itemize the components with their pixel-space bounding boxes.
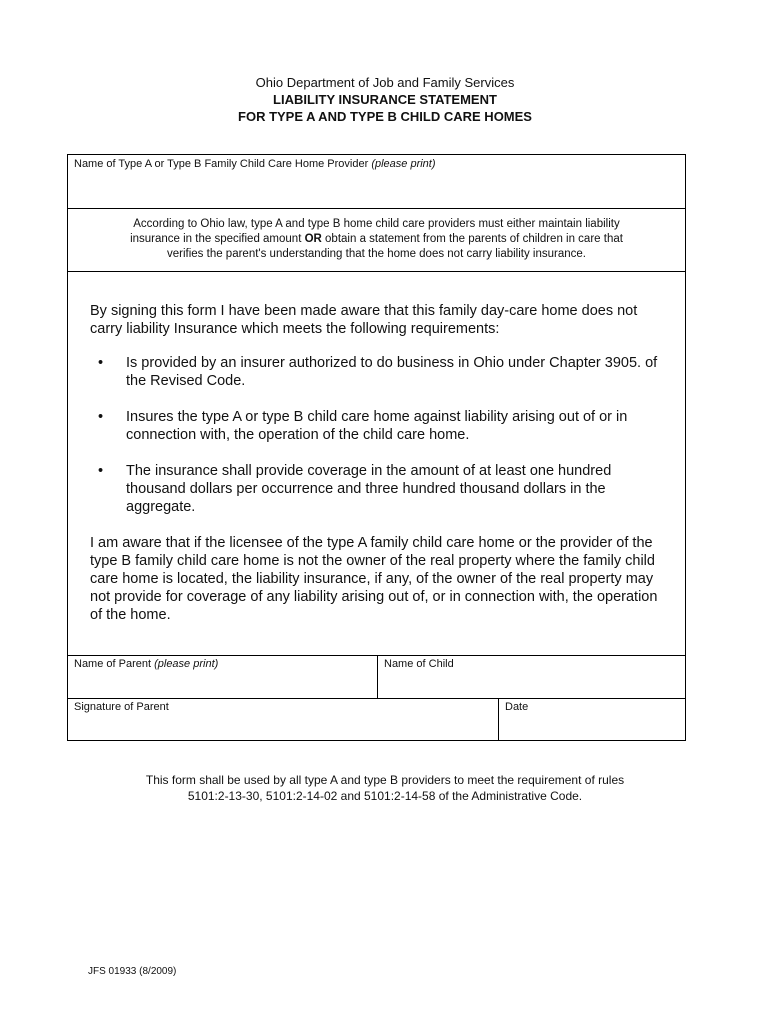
requirement-item: • The insurance shall provide coverage in the amount of at least one hundred thousand dollars per occurrence and three hundred thousand dollars in the aggregate. bbox=[98, 463, 612, 515]
legal-notice bbox=[68, 217, 685, 262]
child-name-label: Name of Child bbox=[384, 658, 454, 670]
child-name-field[interactable] bbox=[378, 655, 686, 698]
parent-name-field[interactable] bbox=[68, 655, 377, 698]
divider bbox=[68, 208, 685, 209]
parent-name-hint: (please print) bbox=[154, 658, 219, 670]
usage-note-line-1: This form shall be used by all type A and type B providers to meet the requirement of rules bbox=[145, 773, 625, 787]
bullet-icon: • bbox=[98, 409, 104, 425]
notice-or-emphasis: OR bbox=[304, 233, 322, 245]
requirement-item: • Is provided by an insurer authorized to do business in Ohio under Chapter 3905. of the Revised Code. bbox=[98, 355, 658, 389]
document-title-line-2: FOR TYPE A AND TYPE B CHILD CARE HOMES bbox=[238, 109, 532, 124]
signature-label: Signature of Parent bbox=[74, 701, 169, 713]
agency-name: Ohio Department of Job and Family Services bbox=[255, 75, 515, 90]
statement-intro: By signing this form I have been made aware that this family day-care home does not carry liability Insurance which meets the following requirements: bbox=[90, 303, 638, 337]
bullet-icon: • bbox=[98, 355, 104, 371]
notice-line-2: insurance in the specified amount OR obtain a statement from the parents of children in care that bbox=[130, 233, 623, 245]
liability-form bbox=[67, 154, 686, 741]
date-label: Date bbox=[505, 701, 529, 713]
parent-signature-field[interactable] bbox=[68, 698, 498, 741]
acknowledgement-statement bbox=[90, 302, 670, 624]
form-code: JFS 01933 (8/2009) bbox=[88, 966, 177, 977]
requirement-item: • Insures the type A or type B child care home against liability arising out of or in connection with, the operation of the child care home. bbox=[98, 409, 628, 443]
document-header bbox=[0, 74, 770, 125]
date-field[interactable] bbox=[499, 698, 686, 741]
divider bbox=[68, 271, 685, 272]
provider-name-hint: (please print) bbox=[371, 158, 436, 170]
bullet-icon: • bbox=[98, 463, 104, 479]
provider-name-label: Name of Type A or Type B Family Child Care Home Provider (please print) bbox=[74, 158, 436, 170]
document-title-line-1: LIABILITY INSURANCE STATEMENT bbox=[273, 92, 497, 107]
provider-name-field[interactable] bbox=[68, 155, 685, 208]
usage-note-line-2: 5101:2-13-30, 5101:2-14-02 and 5101:2-14-58 of the Administrative Code. bbox=[187, 789, 583, 803]
usage-note bbox=[0, 772, 770, 804]
notice-line-3: verifies the parent's understanding that the home does not carry liability insurance. bbox=[167, 248, 586, 260]
requirements-list bbox=[90, 354, 670, 516]
statement-closing: I am aware that if the licensee of the type A family child care home or the provider of the type B family child care home is not the owner of the real property where the family child care home is located, the liability insurance, if any, of the owner of the real property may not provide for coverage of any liability arising out of, or in connection with, the operation of the home. bbox=[90, 535, 658, 623]
parent-name-label: Name of Parent (please print) bbox=[74, 658, 219, 670]
notice-line-1: According to Ohio law, type A and type B home child care providers must either maintain liability bbox=[133, 218, 620, 230]
